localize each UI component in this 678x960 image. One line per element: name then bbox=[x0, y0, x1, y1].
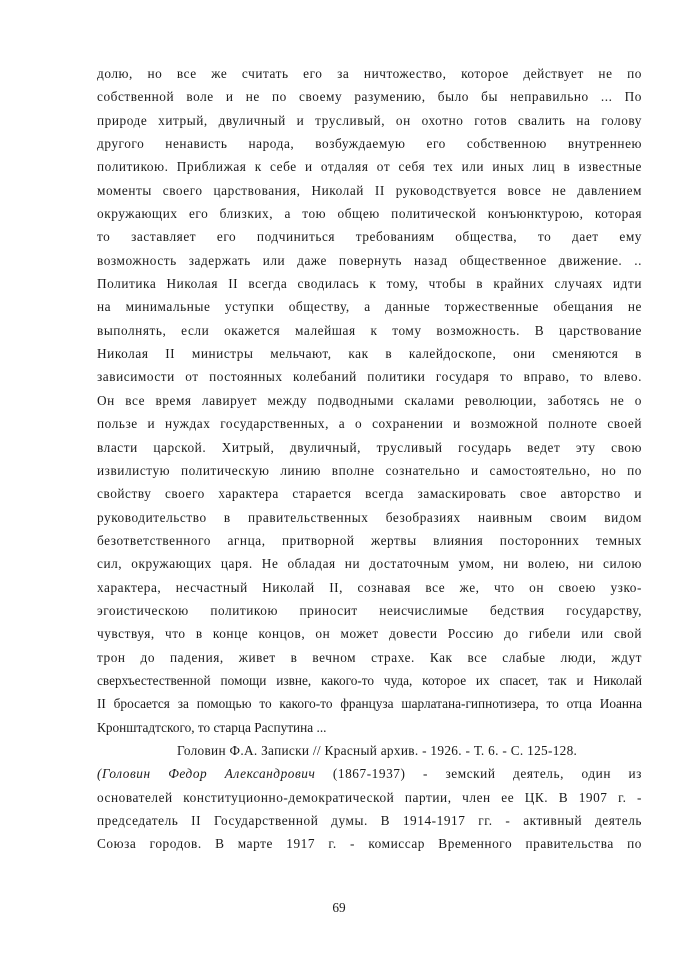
text-line: сил, окружающих царя. Не обладая ни достаточным умом, ни волею, ни силою bbox=[97, 556, 642, 572]
bio-line-1 bbox=[97, 762, 642, 785]
text-line: возможность задержать или даже повернуть назад общественное движение. .. bbox=[97, 252, 642, 268]
text-line: власти царской. Хитрый, двуличный, трусливый государь ведет эту свою bbox=[97, 439, 642, 455]
text-line: характера, несчастный Николай II, сознавая все же, что он своею узко- bbox=[97, 579, 642, 595]
text-line: моменты своего царствования, Николай II руководствуется вовсе не давлением bbox=[97, 182, 642, 198]
text-line: руководительство в правительственных безобразиях наивным своим видом bbox=[97, 509, 642, 525]
bio-line: председатель II Государственной думы. В 1914-1917 гг. - активный деятель bbox=[97, 813, 642, 828]
text-line: на минимальные уступки обществу, а данные торжественные обещания не bbox=[97, 299, 642, 315]
text-line: Кронштадтского, то старца Распутина ... bbox=[97, 719, 327, 735]
bio-line: Союза городов. В марте 1917 г. - комиссар Временного правительства по bbox=[97, 836, 642, 852]
text-line: чувствуя, что в конце концов, он может довести Россию до гибели или свой bbox=[97, 626, 642, 642]
bio-line: основателей конституционно-демократической партии, член ее ЦК. В 1907 г. - bbox=[97, 789, 642, 805]
text-line: Политика Николая II всегда сводилась к тому, чтобы в крайних случаях идти bbox=[97, 276, 642, 292]
text-line: эгоистическою политикою приносит неисчислимые бедствия государству, bbox=[97, 602, 642, 618]
text-line: трон до падения, живет в вечном страхе. Как все слабые люди, ждут bbox=[97, 649, 642, 665]
text-line: окружающих его близких, а тою общею политической конъюнктурою, которая bbox=[97, 206, 642, 222]
text-line: зависимости от постоянных колебаний политики государя то вправо, то влево. bbox=[97, 369, 642, 385]
text-line: Он все время лавирует между подводными скалами революции, заботясь не о bbox=[97, 392, 642, 408]
text-line: извилистую политическую линию вполне сознательно и самостоятельно, но по bbox=[97, 462, 642, 478]
text-line: долю, но все же считать его за ничтожество, которое действует не по bbox=[97, 66, 642, 81]
text-line: сверхъестественной помощи извне, какого-то чуда, которое их спасет, так и Николай bbox=[97, 672, 642, 688]
text-line: собственной воле и не по своему разумению, было бы неправильно ... По bbox=[97, 89, 642, 105]
bio-name: (Головин Федор Александрович bbox=[97, 766, 316, 782]
text-line: Николая II министры мельчают, как в калейдоскопе, они сменяются в bbox=[97, 346, 642, 362]
text-line: то заставляет его подчиниться требованиям общества, то дает ему bbox=[97, 229, 642, 245]
text-line: свойству своего характера старается всегда замаскировать свое авторство и bbox=[97, 486, 642, 502]
text-line: безответственного агнца, притворной жертвы влияния посторонних темных bbox=[97, 532, 642, 548]
text-line: выполнять, если окажется малейшая к тому возможность. В царствование bbox=[97, 322, 642, 338]
page-number: 69 bbox=[332, 900, 346, 915]
body-text bbox=[97, 62, 642, 856]
bio-rest: (1867-1937) - земский деятель, один из bbox=[315, 766, 642, 782]
text-line: политикою. Приближая к себе и отдаляя от себя тех или иных лиц в известные bbox=[97, 159, 642, 175]
text-line: природе хитрый, двуличный и трусливый, он охотно готов свалить на голову bbox=[97, 112, 642, 128]
text-line: II бросается за помощью то какого-то француза шарлатана-гипнотизера, то отца Иоанна bbox=[97, 696, 642, 712]
citation: Головин Ф.А. Записки // Красный архив. - 1926. - Т. 6. - С. 125-128. bbox=[177, 742, 578, 758]
text-line: другого ненависть народа, возбуждаемую его собственною внутреннею bbox=[97, 136, 642, 152]
text-line: пользе и нуждах государственных, а о сохранении и возможной полноте своей bbox=[97, 416, 642, 432]
